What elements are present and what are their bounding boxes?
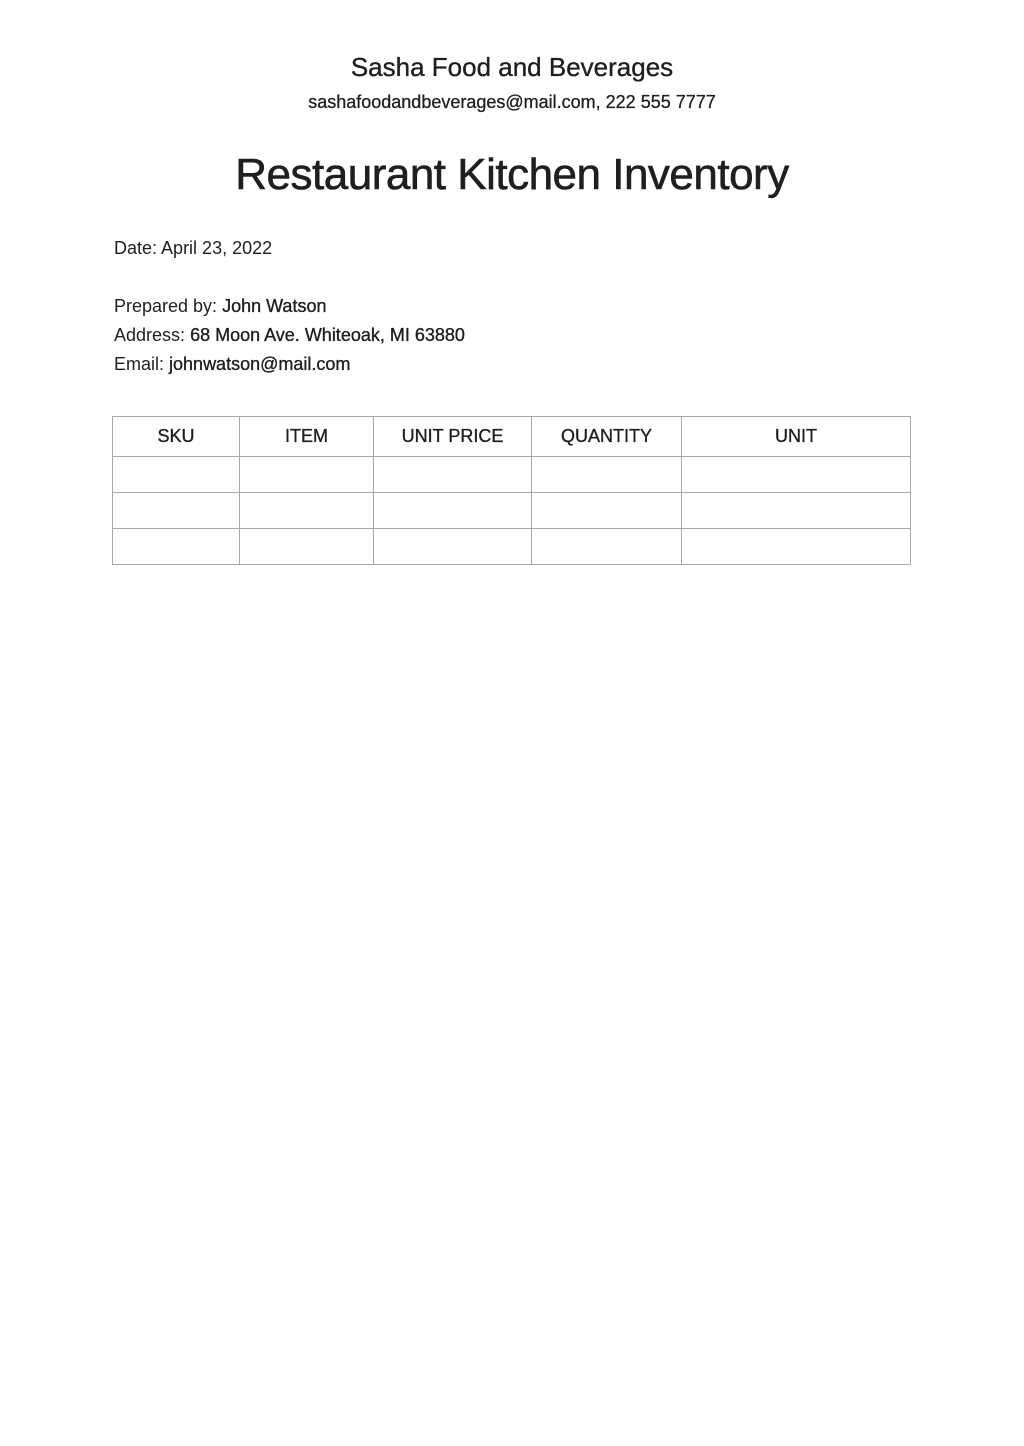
table-cell (374, 529, 532, 565)
header-quantity: QUANTITY (532, 417, 682, 457)
table-cell (113, 457, 240, 493)
table-cell (532, 457, 682, 493)
date-line (114, 238, 272, 259)
date-label: Date: (114, 238, 158, 258)
table-cell (682, 457, 911, 493)
email-line (114, 354, 350, 375)
table-cell (113, 493, 240, 529)
document-title: Restaurant Kitchen Inventory (235, 150, 789, 199)
table-row (113, 457, 911, 493)
prepared-by-value: John Watson (222, 296, 327, 316)
table-cell (374, 457, 532, 493)
table-cell (532, 529, 682, 565)
email-value: johnwatson@mail.com (169, 354, 351, 374)
company-name: Sasha Food and Beverages (350, 52, 674, 82)
table-cell (682, 493, 911, 529)
address-line (114, 325, 465, 346)
prepared-by-line (114, 296, 326, 317)
header-sku: SKU (113, 417, 240, 457)
prepared-by-label: Prepared by: (114, 296, 218, 316)
table-row (113, 529, 911, 565)
address-label: Address: (114, 325, 186, 345)
table-cell (113, 529, 240, 565)
table-row (113, 493, 911, 529)
date-value: April 23, 2022 (161, 238, 273, 258)
table-cell (240, 529, 374, 565)
table-cell (532, 493, 682, 529)
table-cell (374, 493, 532, 529)
table-cell (682, 529, 911, 565)
header-unit: UNIT (682, 417, 911, 457)
header-item: ITEM (240, 417, 374, 457)
email-label: Email: (114, 354, 165, 374)
table-cell (240, 493, 374, 529)
header-unit-price: UNIT PRICE (374, 417, 532, 457)
inventory-table (112, 416, 911, 565)
table-header-row (113, 417, 911, 457)
table-cell (240, 457, 374, 493)
company-contact: sashafoodandbeverages@mail.com, 222 555 7777 (308, 92, 716, 112)
address-value: 68 Moon Ave. Whiteoak, MI 63880 (190, 325, 465, 345)
